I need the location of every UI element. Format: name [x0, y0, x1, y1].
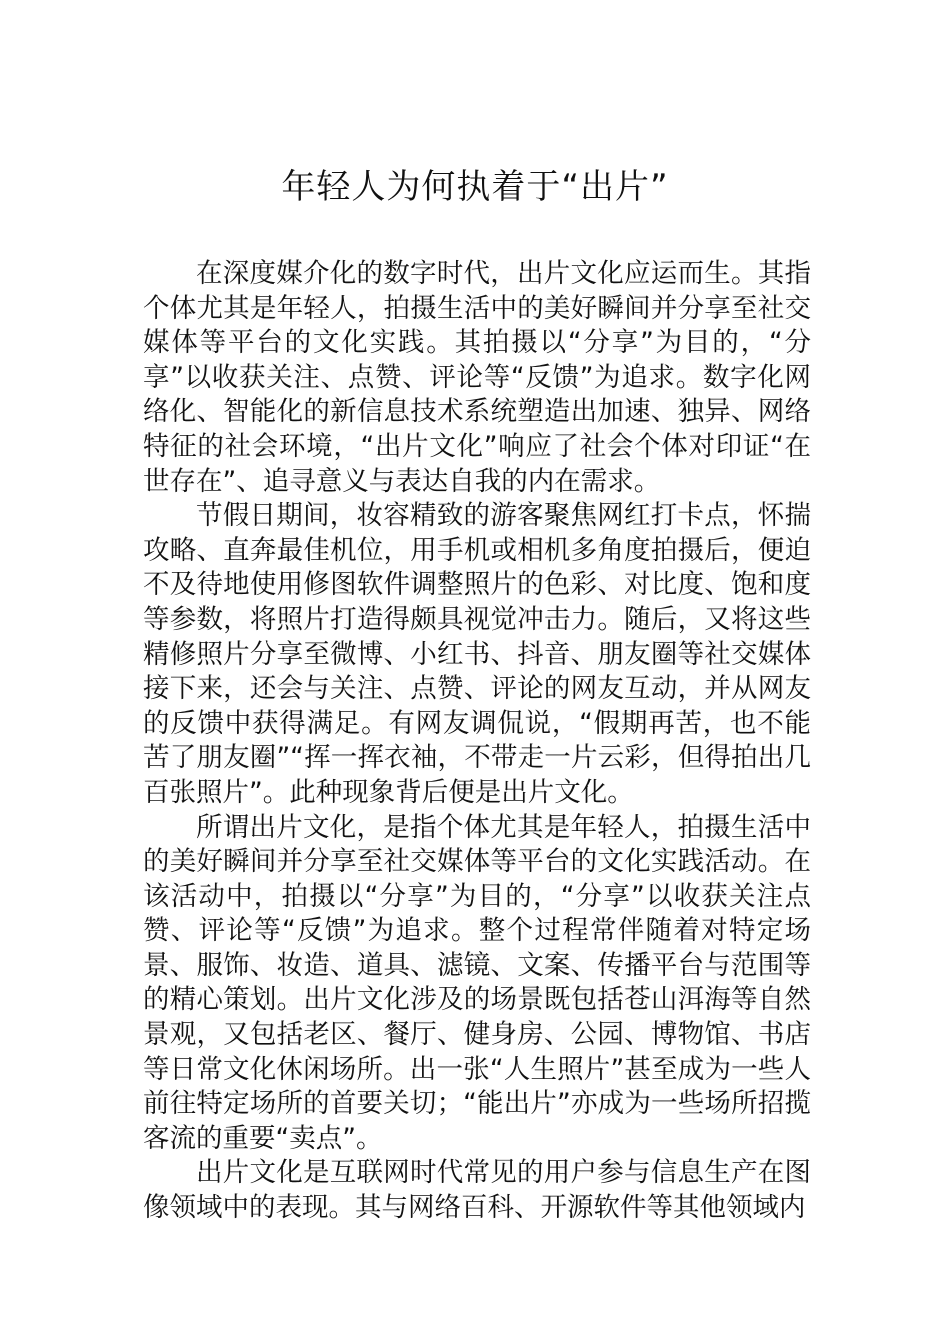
paragraph-1: 在深度媒介化的数字时代，出片文化应运而生。其指个体尤其是年轻人，拍摄生活中的美好瞬间并分享至社交媒体等平台的文化实践。其拍摄以“分享”为目的，“分享”以收获关注、点赞、评论等“反馈”为追求。数字化网络化、智能化的新信息技术系统塑造出加速、独异、网络特征的社会环境，“出片文化”响应了社会个体对印证“在世存在”、追寻意义与表达自我的内在需求。 [143, 258, 811, 497]
document-body [143, 257, 811, 1226]
paragraph-2: 节假日期间，妆容精致的游客聚焦网红打卡点，怀揣攻略、直奔最佳机位，用手机或相机多角度拍摄后，便迫不及待地使用修图软件调整照片的色彩、对比度、饱和度等参数，将照片打造得颇具视觉冲击力。随后，又将这些精修照片分享至微博、小红书、抖音、朋友圈等社交媒体接下来，还会与关注、点赞、评论的网友互动，并从网友的反馈中获得满足。有网友调侃说，“假期再苦，也不能苦了朋友圈”“挥一挥衣袖，不带走一片云彩，但得拍出几百张照片”。此种现象背后便是出片文化。 [143, 500, 811, 808]
document-title: 年轻人为何执着于“出片” [281, 167, 669, 207]
paragraph-3: 所谓出片文化，是指个体尤其是年轻人，拍摄生活中的美好瞬间并分享至社交媒体等平台的文化实践活动。在该活动中，拍摄以“分享”为目的，“分享”以收获关注点赞、评论等“反馈”为追求。整个过程常伴随着对特定场景、服饰、妆造、道具、滤镜、文案、传播平台与范围等的精心策划。出片文化涉及的场景既包括苍山洱海等自然景观，又包括老区、餐厅、健身房、公园、博物馆、书店等日常文化休闲场所。出一张“人生照片”甚至成为一些人前往特定场所的首要关切；“能出片”亦成为一些场所招揽客流的重要“卖点”。 [143, 811, 811, 1154]
paragraph-4: 出片文化是互联网时代常见的用户参与信息生产在图像领域中的表现。其与网络百科、开源软件等其他领域内 [143, 1157, 811, 1224]
